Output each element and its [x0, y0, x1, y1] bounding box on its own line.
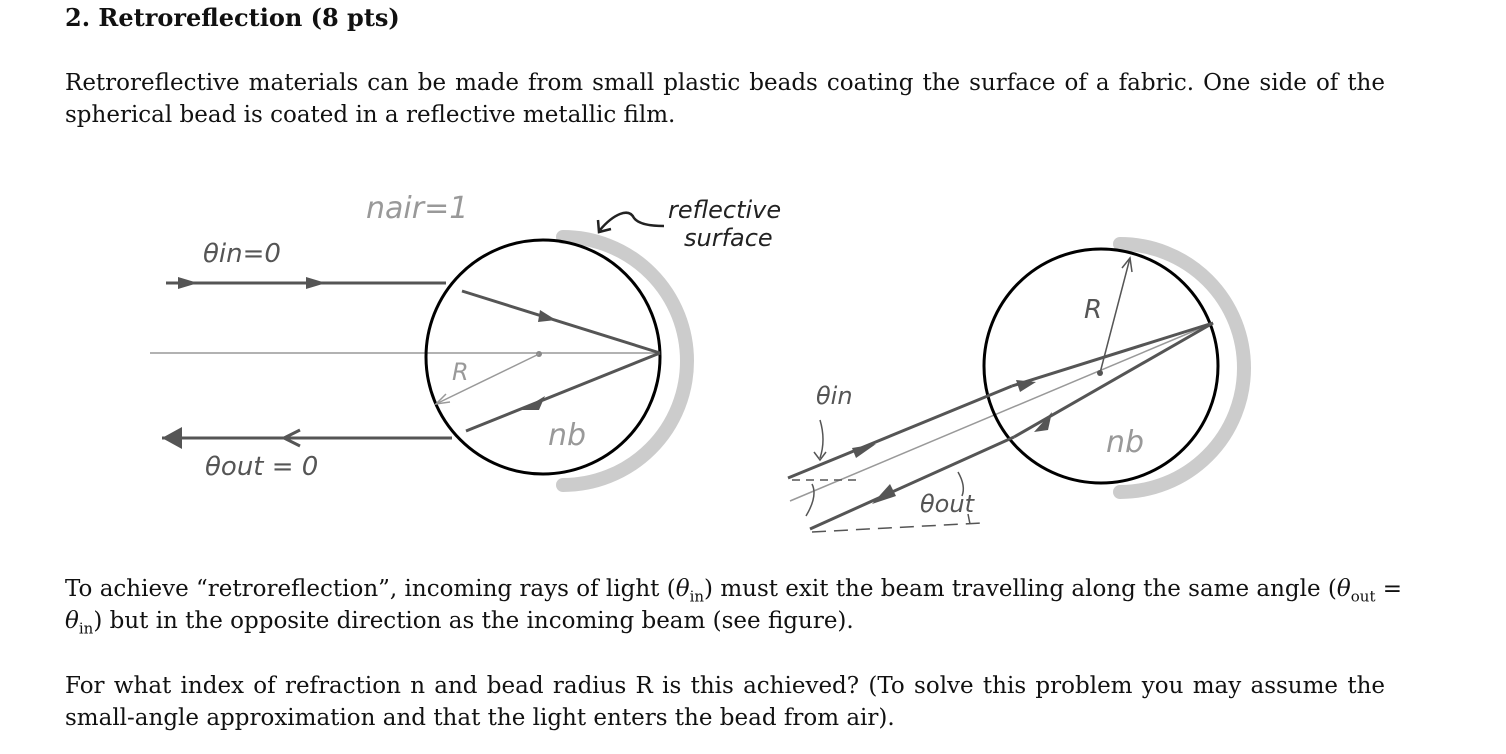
condition-line-1 [65, 573, 1403, 606]
equals-sign: = [1375, 576, 1403, 602]
left-reflected-arrow [522, 396, 545, 410]
theta-out-right-label: θout [920, 490, 974, 518]
left-outgoing-arrow-1 [162, 427, 182, 449]
radius-right-label: R [1084, 295, 1103, 325]
left-diagram [150, 191, 781, 485]
radius-left-label: R [452, 358, 469, 386]
theta-in-left-label: θin=0 [203, 239, 281, 269]
question-line-2: small-angle approximation and that the light enters the bead from air). [65, 705, 895, 731]
right-optical-axis [790, 323, 1213, 501]
intro-line-1: Retroreflective materials can be made from small plastic beads coating the surface of a fabric. One side of the [65, 70, 1385, 96]
n-air-label: nair=1 [366, 191, 469, 226]
right-outgoing-ray [810, 437, 1014, 529]
theta-symbol: θ [1336, 576, 1351, 602]
question-paragraph [65, 670, 1385, 734]
n-bead-left-label: nb [548, 418, 587, 453]
theta-out-left-label: θout = 0 [205, 452, 319, 482]
condition-text-3: ) but in the opposite direction as the incoming beam (see figure). [93, 608, 854, 634]
in-subscript: in [689, 587, 705, 606]
left-refracted-ray [462, 291, 660, 353]
right-reflected-arrow [1034, 412, 1052, 432]
right-refracted-arrow [1016, 380, 1036, 392]
condition-paragraph [65, 573, 1403, 638]
theta-symbol: θ [675, 576, 690, 602]
left-bead-circle [426, 240, 660, 474]
theta-in-angle-arc [806, 484, 814, 516]
right-out-reference-line [812, 523, 982, 532]
problem-heading: 2. Retroreflection (8 pts) [65, 3, 400, 32]
retroreflection-figure [0, 170, 1506, 550]
reflective-label-1: reflective [668, 196, 782, 224]
right-bead-circle [984, 249, 1218, 483]
condition-text-2: ) must exit the beam travelling along the same angle ( [704, 576, 1337, 602]
n-bead-right-label: nb [1106, 425, 1145, 460]
condition-text-1: To achieve “retroreflection”, incoming rays of light ( [65, 576, 676, 602]
right-radius-line [1100, 258, 1130, 373]
left-refracted-arrow [538, 310, 556, 322]
right-reflected-ray [1014, 323, 1213, 437]
theta-in-right-label: θin [816, 382, 853, 410]
right-diagram [788, 244, 1244, 532]
right-outgoing-arrow [872, 484, 896, 504]
reflective-pointer [600, 213, 664, 230]
right-refracted-ray [1012, 323, 1213, 386]
left-incoming-arrow-2 [306, 277, 326, 289]
theta-symbol: θ [65, 608, 79, 634]
reflective-label-2: surface [684, 224, 773, 252]
question-line-1: For what index of refraction n and bead radius R is this achieved? (To solve this problem you may assume the [65, 673, 1385, 699]
theta-in-angle-pointer [820, 420, 823, 458]
left-incoming-arrow-1 [178, 277, 198, 289]
right-incoming-arrow [852, 444, 876, 458]
intro-line-2: spherical bead is coated in a reflective metallic film. [65, 102, 676, 128]
in-subscript: in [78, 619, 94, 638]
out-subscript: out [1350, 587, 1376, 606]
condition-line-2 [65, 605, 1385, 637]
intro-paragraph [65, 67, 1385, 131]
